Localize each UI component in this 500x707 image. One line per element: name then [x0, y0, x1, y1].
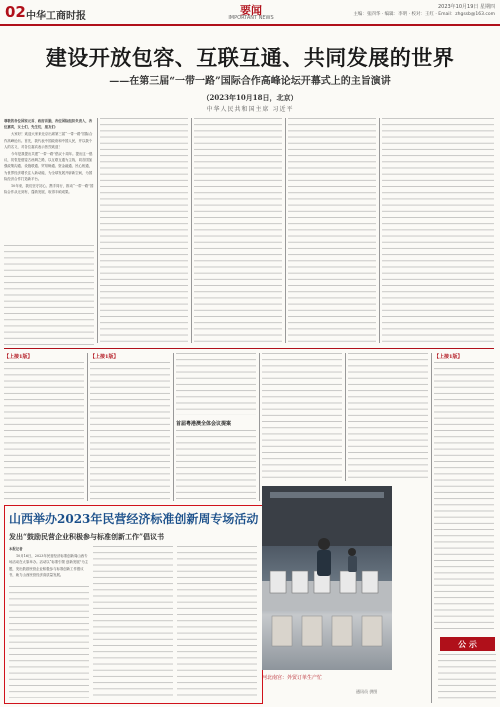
shanxi-article-box — [4, 505, 263, 704]
column-divider — [97, 118, 98, 343]
issue-date: 2023年10月19日 星期四 — [437, 4, 495, 10]
text-block — [100, 118, 188, 345]
lead-paragraph: 大家好！欢迎大家来北京出席第三届“一带一路”国际合作高峰论坛。首先，我代表中国政府和中国人民，并以我个人的名义，对各位嘉宾表示热烈欢迎！ — [4, 132, 93, 149]
section-title: 要闻 — [240, 4, 262, 17]
page-number: 02 — [5, 3, 26, 21]
lead-column-1 — [4, 118, 94, 243]
continued-tag: 【上接1版】 — [434, 354, 463, 360]
continued-tag: 【上接1版】 — [4, 354, 33, 360]
lead-paragraph: 10年来，我们坚守初心、携手同行，推动“一带一路”国际合作从无到有，蓬勃发展，取得丰硕成果。 — [4, 184, 94, 195]
column-divider — [285, 118, 286, 343]
factory-photo-illustration — [262, 486, 392, 670]
editor-line: 主编：张四华 · 编辑：李明 · 校对：王红 · Email：zhgssb@163.com — [353, 12, 495, 17]
shanxi-article-subtitle: 发出“鼓励民营企业积极参与标准创新工作”倡议书 — [9, 532, 165, 541]
column-divider — [431, 353, 432, 703]
notice-text-block — [438, 654, 496, 702]
text-block — [177, 546, 257, 698]
notice-label: 公 示 — [440, 637, 495, 651]
column-divider — [379, 118, 380, 343]
column-divider — [345, 353, 346, 481]
text-block — [176, 353, 256, 415]
photo-caption: 河北南宫：外贸订单生产忙 — [262, 675, 323, 681]
mid-box-heading: 首届粤港澳全体会议提案 — [176, 421, 232, 427]
text-block — [176, 430, 256, 500]
lead-subhead: ——在第三届“一带一路”国际合作高峰论坛开幕式上的主旨演讲 — [109, 76, 391, 87]
shanxi-article-title: 山西举办2023年民营经济标准创新周专场活动 — [9, 512, 259, 526]
column-divider — [259, 353, 260, 501]
photo-credit: 通讯员 供图 — [356, 689, 378, 694]
text-block — [348, 353, 428, 481]
text-block — [434, 362, 494, 632]
section-title-en: IMPORTANT NEWS — [228, 15, 274, 21]
continued-tag: 【上接1版】 — [90, 354, 119, 360]
lead-dateline: （2023年10月18日，北京） — [202, 93, 298, 102]
column-divider — [173, 353, 174, 501]
text-block — [90, 362, 170, 500]
text-block — [4, 245, 94, 345]
shanxi-lead: 10月16日，2023年民营经济标准创新周山西专场活动在太原举办。活动以“标准引领 创新发展”为主题，发出鼓励民营企业积极参与标准创新工作倡议书，助力山西民营经济高质量发展。 — [9, 554, 89, 577]
lead-salutation: 尊敬的各位国家元首、政府首脑，各位国际组织负责人，各位嘉宾，女士们，先生们，朋友们： — [4, 119, 93, 130]
text-block — [262, 353, 342, 481]
paper-name: 中华工商时报 — [26, 11, 86, 22]
page-header — [0, 0, 500, 26]
section-divider — [4, 348, 494, 349]
text-block — [194, 118, 282, 345]
text-block — [9, 586, 89, 698]
text-block — [4, 362, 84, 500]
lead-headline: 建设开放包容、互联互通、共同发展的世界 — [45, 45, 455, 70]
text-block — [93, 546, 173, 698]
text-block — [382, 118, 494, 345]
lead-paragraph: 今年是我提出共建“一带一路”倡议十周年。提出这一倡议，初衷是借鉴古丝绸之路，以互联互通为主线，同各国加强政策沟通、设施联通、贸易畅通、资金融通、民心相通，为世界经济增长注入新动能，为全球发展开辟新空间，为国际经济合作打造新平台。 — [4, 152, 93, 181]
shanxi-byline: 本报记者 — [9, 547, 23, 551]
lead-author: 中华人民共和国主席 习近平 — [206, 106, 294, 113]
news-photo — [262, 486, 392, 670]
text-block — [288, 118, 376, 345]
column-divider — [191, 118, 192, 343]
column-divider — [87, 353, 88, 501]
